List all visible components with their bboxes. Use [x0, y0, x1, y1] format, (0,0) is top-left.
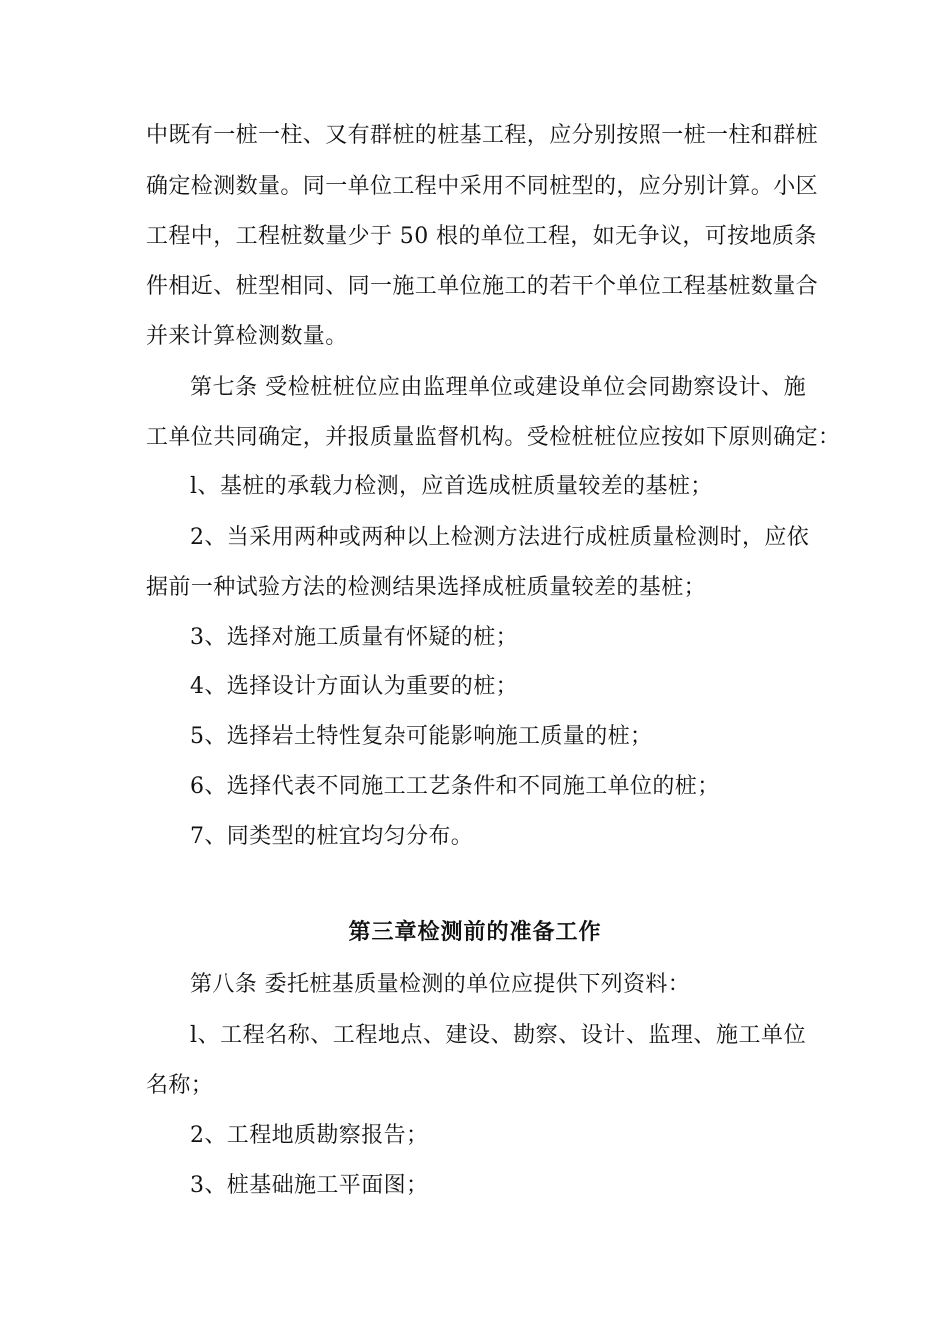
list-item: l、基桩的承载力检测，应首选成桩质量较差的基桩； [190, 474, 713, 499]
paragraph-line: 件相近、桩型相同、同一施工单位施工的若干个单位工程基桩数量合 [146, 274, 819, 299]
list-item: 4、选择设计方面认为重要的桩； [190, 674, 518, 699]
article-7-heading-line: 第七条 受检桩桩位应由监理单位或建设单位会同勘察设计、施 [190, 375, 806, 400]
list-item: 5、选择岩土特性复杂可能影响施工质量的桩； [190, 724, 653, 749]
paragraph-line: 工程中，工程桩数量少于 50 根的单位工程，如无争议，可按地质条 [146, 224, 817, 249]
list-item: 3、桩基础施工平面图； [190, 1173, 429, 1198]
list-item: 6、选择代表不同施工工艺条件和不同施工单位的桩； [190, 774, 720, 799]
paragraph-line: 并来计算检测数量。 [146, 324, 348, 349]
article-7-line: 工单位共同确定，并报质量监督机构。受检桩桩位应按如下原则确定： [146, 425, 841, 450]
paragraph-line: 确定检测数量。同一单位工程中采用不同桩型的，应分别计算。小区 [146, 174, 819, 199]
article-8-heading-line: 第八条 委托桩基质量检测的单位应提供下列资料： [190, 972, 691, 997]
list-item: 2、当采用两种或两种以上检测方法进行成桩质量检测时，应依 [190, 525, 810, 550]
list-item: l、工程名称、工程地点、建设、勘察、设计、监理、施工单位 [190, 1023, 806, 1048]
list-item-continuation: 名称； [146, 1073, 214, 1098]
list-item: 3、选择对施工质量有怀疑的桩； [190, 625, 518, 650]
list-item: 2、工程地质勘察报告； [190, 1123, 429, 1148]
list-item: 7、同类型的桩宜均匀分布。 [190, 824, 474, 849]
paragraph-line: 中既有一桩一柱、又有群桩的桩基工程，应分别按照一桩一柱和群桩 [146, 123, 819, 148]
list-item-continuation: 据前一种试验方法的检测结果选择成桩质量较差的基桩； [146, 575, 707, 600]
chapter-title: 第三章检测前的准备工作 [348, 920, 602, 945]
